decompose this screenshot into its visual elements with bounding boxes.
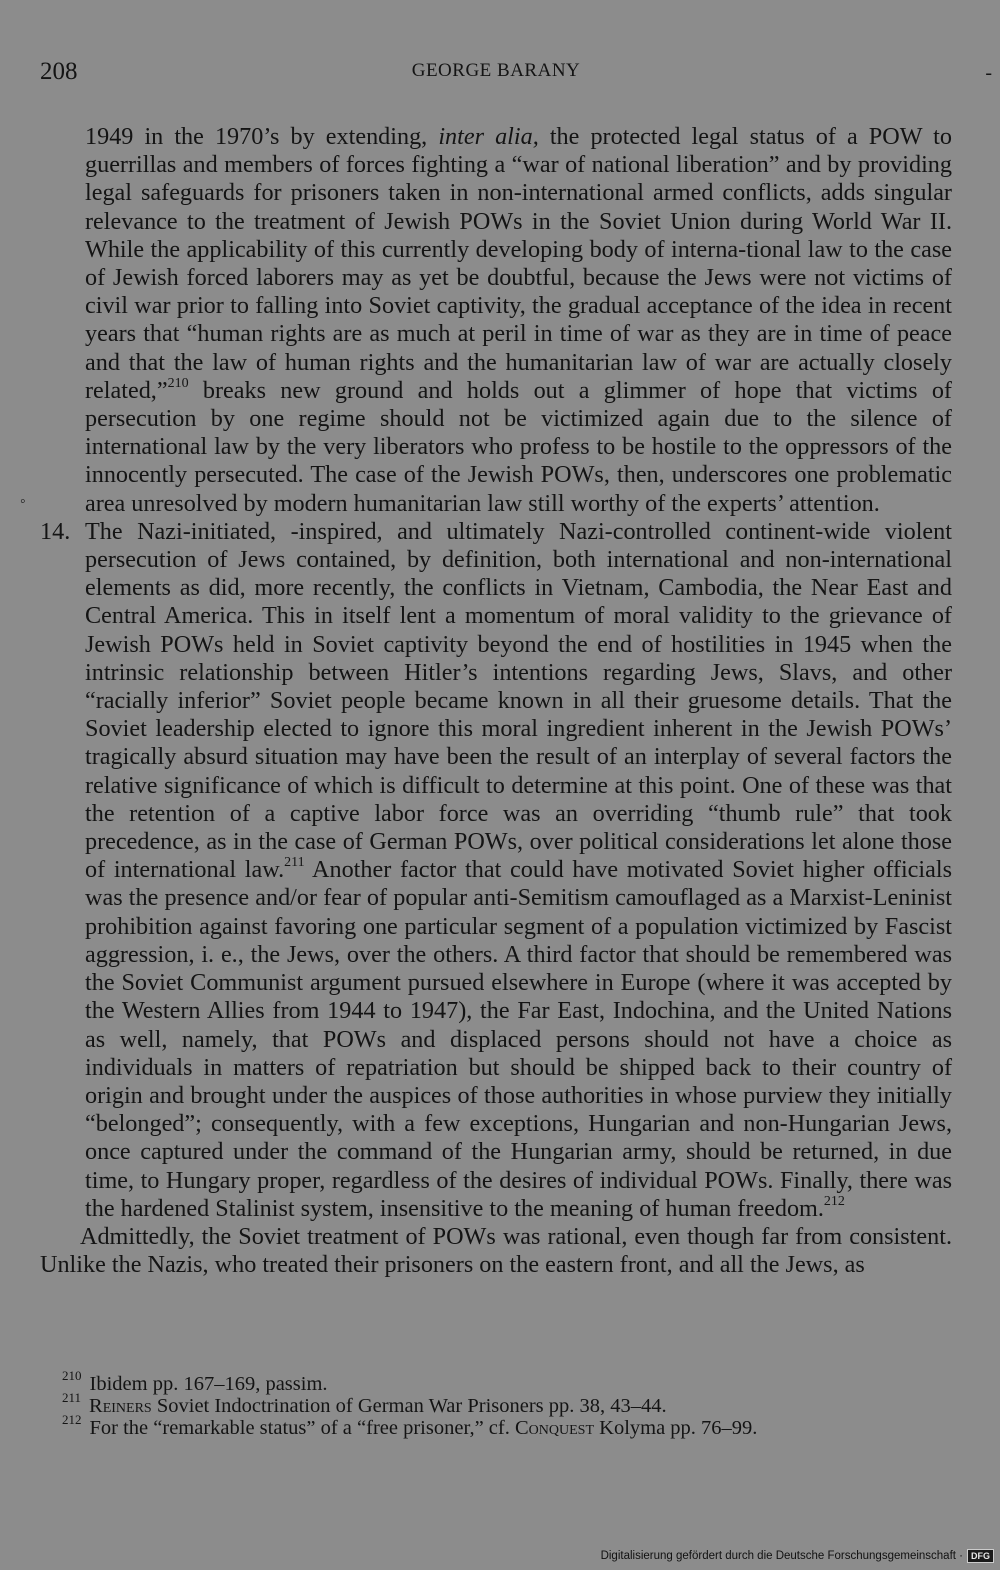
margin-dot-mark: ◦ (20, 493, 26, 510)
footnote-212: $^{212}$ For the “remarkable status” of a “free prisoner,” cf. Conquest Kolyma pp. 76–99. (62, 1412, 758, 1439)
paragraph-continued: 1949 in the 1970’s by extending, inter alia, the protected legal status of a POW to guerrillas and members of forces fighting a “war of national liberation” and by providing legal safeguards for prisoners taken in non-international armed conflicts, adds singular relevance to the treatment of Jewish POWs in the Soviet Union during World War II. While the applicability of this currently developing body of interna-tional law to the case of Jewish forced laborers may as yet be doubtful, because the Jews were not victims of civil war prior to falling into Soviet captivity, the gradual acceptance of the idea in recent years that “human rights are as much at peril in time of war as they are in time of peace and that the law of human rights and the humanitarian law of war are actually closely related,”$^{210}$ breaks new ground and holds out a glimmer of hope that victims of persecution by one regime should not be victimized again due to the silence of international law by the very liberators who profess to be hostile to the oppressors of the innocently persecuted. The case of the Jewish POWs, then, underscores one problematic area unresolved by modern humanitarian law still worthy of the experts’ attention. (85, 123, 952, 517)
footnote-ref-212[interactable]: 212 (823, 1193, 845, 1209)
footnote-211: $^{211}$ Reiners Soviet Indoctrination of German War Prisoners pp. 38, 43–44. (62, 1390, 667, 1417)
page-header (40, 58, 992, 94)
footer-credit: Digitalisierung gefördert durch die Deutsche Forschungsgemeinschaft · (600, 1550, 963, 1563)
paragraph-14: 14. The Nazi-initiated, -inspired, and ultimately Nazi-controlled continent-wide violent persecution of Jews contained, by definition, both international and non-international elements as did, more recently, the conflicts in Vietnam, Cambodia, the Near East and Central America. This in itself lent a momentum of moral validity to the grievance of Jewish POWs held in Soviet captivity beyond the end of hostilities in 1945 when the intrinsic relationship between Hitler’s intentions regarding Jews, Slavs, and other “racially inferior” Soviet people became known in all their gruesome details. That the Soviet leadership elected to ignore this moral ingredient inherent in the Jewish POWs’ tragically absurd situation may have been the result of an interplay of several factors the relative significance of which is difficult to determine at this point. One of these was that the retention of a captive labor force was an overriding “thumb rule” that took precedence, as in the case of German POWs, over political considerations let alone those of international law.$^{211}$ Another factor that could have motivated Soviet higher officials was the presence and/or fear of popular anti-Semitism camouflaged as a Marxist-Leninist prohibition against favoring one particular segment of a population victimized by Fascist aggression, i. e., the Jews, over the others. A third factor that should be remembered was the Soviet Communist argument pursued elsewhere in Europe (where it was accepted by the Western Allies from 1944 to 1947), the Far East, Indochina, and the United Nations as well, namely, that POWs and displaced persons should not have a choice as individuals in matters of repatriation but should be shipped back to their country of origin and brought under the auspices of those authorities in whose purview they initially “belonged”; consequently, with a few exceptions, Hungarian and non-Hungarian Jews, once captured under the command of the Hungarian army, should be returned, in due time, to Hungary proper, regardless of the desires of individual POWs. Finally, there was the hardened Stalinist system, insensitive to the meaning of human freedom.$^{212}$ (40, 517, 952, 1222)
digitization-footer (601, 1549, 994, 1567)
footnote-ref-211[interactable]: 211 (284, 855, 305, 871)
footnote-210: $^{210}$ Ibidem pp. 167–169, passim. (62, 1368, 328, 1395)
body-text (20, 123, 952, 1279)
paragraph-number: 14. (40, 517, 71, 545)
italic-term: inter alia, (438, 123, 539, 150)
author-name: Conquest (515, 1417, 595, 1439)
footnotes (62, 1368, 952, 1439)
author-name: Reiners (89, 1395, 152, 1417)
page-number: 208 (40, 58, 78, 85)
running-head: GEORGE BARANY (411, 60, 581, 81)
footnote-ref-210[interactable]: 210 (167, 375, 189, 391)
edge-mark: - (985, 62, 992, 84)
dfg-logo: DFG (967, 1549, 994, 1563)
paragraph-admittedly: Admittedly, the Soviet treatment of POWs was rational, even though far from consistent. Unlike the Nazis, who treated their prisoners on the eastern front, and all the Jews, as (40, 1222, 952, 1279)
